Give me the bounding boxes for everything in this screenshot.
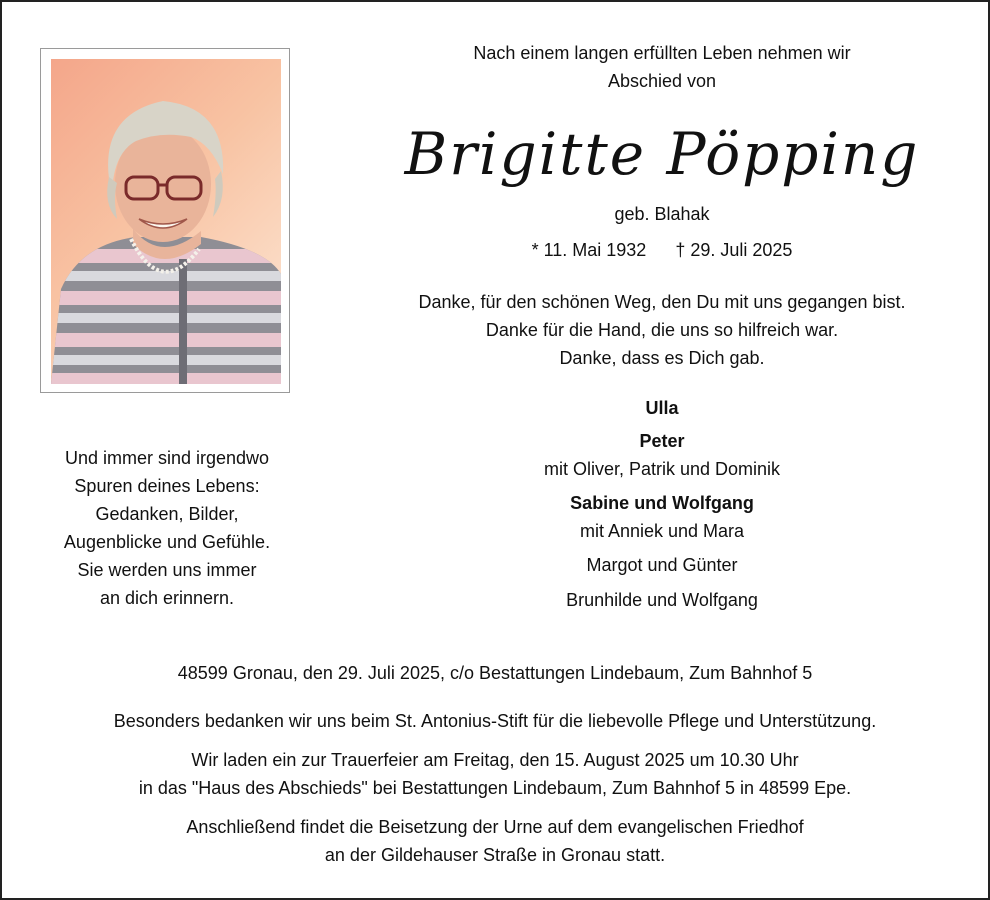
intro-line: Nach einem langen erfüllten Leben nehmen wir bbox=[473, 43, 851, 63]
verse-line: Danke, für den schönen Weg, den Du mit uns gegangen bist. bbox=[418, 292, 906, 312]
invitation-line: Wir laden ein zur Trauerfeier am Freitag, den 15. August 2025 um 10.30 Uhr bbox=[191, 750, 799, 770]
family-member: Sabine und Wolfgang bbox=[570, 493, 754, 513]
portrait-photo bbox=[51, 59, 281, 384]
portrait-frame bbox=[40, 48, 290, 393]
deceased-name: Brigitte Pöpping bbox=[404, 120, 920, 188]
poem-line: Sie werden uns immer bbox=[77, 560, 257, 580]
family-member: Ulla bbox=[645, 398, 679, 418]
verse-line: Danke, dass es Dich gab. bbox=[559, 348, 765, 368]
burial-info bbox=[2, 813, 988, 869]
poem-line: Und immer sind irgendwo bbox=[64, 448, 270, 468]
intro-text bbox=[397, 39, 927, 95]
burial-line: Anschließend findet die Beisetzung der Urne auf dem evangelischen Friedhof bbox=[186, 817, 804, 837]
life-dates bbox=[482, 236, 842, 264]
memorial-poem bbox=[17, 444, 317, 612]
thanks-line: Besonders bedanken wir uns beim St. Antonius-Stift für die liebevolle Pflege und Unterstützung. bbox=[113, 711, 877, 731]
intro-line: Abschied von bbox=[607, 71, 717, 91]
family-member-children: mit Anniek und Mara bbox=[579, 521, 745, 541]
funeral-invitation bbox=[2, 746, 988, 802]
portrait-illustration bbox=[51, 59, 281, 384]
poem-line: an dich erinnern. bbox=[99, 588, 235, 608]
birth-date: * 11. Mai 1932 bbox=[531, 240, 647, 260]
poem-line: Augenblicke und Gefühle. bbox=[63, 532, 271, 552]
family-member-children: mit Oliver, Patrik und Dominik bbox=[543, 459, 781, 479]
invitation-line: in das "Haus des Abschieds" bei Bestattungen Lindebaum, Zum Bahnhof 5 in 48599 Epe. bbox=[138, 778, 852, 798]
maiden-name: geb. Blahak bbox=[614, 204, 710, 224]
death-date: † 29. Juli 2025 bbox=[675, 240, 793, 260]
poem-line: Gedanken, Bilder, bbox=[95, 504, 239, 524]
verse-line: Danke für die Hand, die uns so hilfreich war. bbox=[485, 320, 839, 340]
poem-line: Spuren deines Lebens: bbox=[74, 476, 260, 496]
place-date-line: 48599 Gronau, den 29. Juli 2025, c/o Bestattungen Lindebaum, Zum Bahnhof 5 bbox=[177, 663, 813, 683]
family-member: Peter bbox=[639, 431, 685, 451]
family-member: Brunhilde und Wolfgang bbox=[566, 590, 758, 610]
thank-you-verse bbox=[362, 288, 962, 372]
family-member: Margot und Günter bbox=[586, 555, 738, 575]
burial-line: an der Gildehauser Straße in Gronau statt. bbox=[324, 845, 666, 865]
